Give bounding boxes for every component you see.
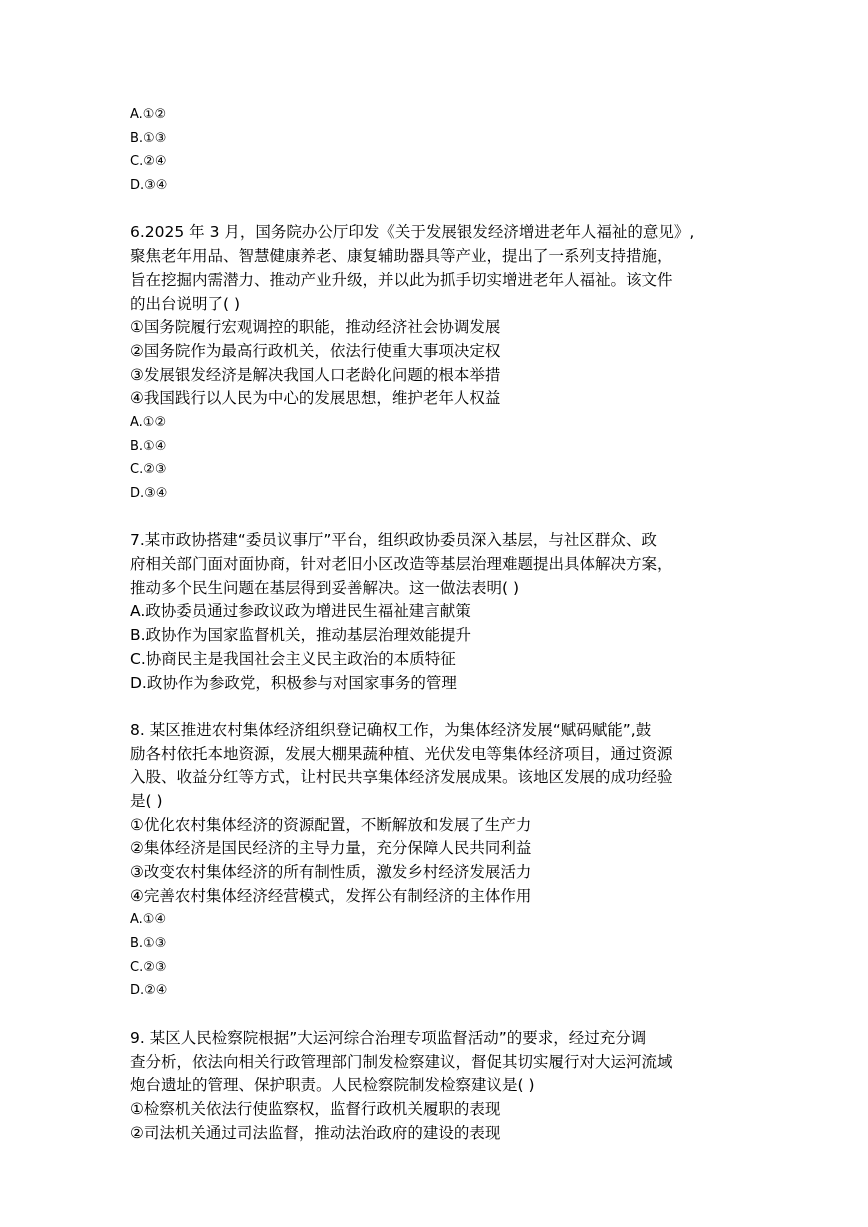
question-stem-line: 的出台说明了( ) xyxy=(130,294,241,313)
option-c: C.②③ xyxy=(130,959,167,975)
option-a: A.①② xyxy=(130,107,167,122)
question-stem-line: 7.某市政协搭建“委员议事厅”平台，组织政协委员深入基层，与社区群众、政 xyxy=(130,531,657,550)
spacer xyxy=(130,198,770,222)
question-stem-line: 旨在挖掘内需潜力、推动产业升级，并以此为抓手切实增进老年人福祉。该文件 xyxy=(130,270,673,289)
option-d: D.政协作为参政党，积极参与对国家事务的管理 xyxy=(130,673,457,692)
question-stem-line: 查分析，依法向相关行政管理部门制发检察建议，督促其切实履行对大运河流域 xyxy=(130,1052,673,1071)
question-stem-line: 6.2025 年 3 月，国务院办公厅印发《关于发展银发经济增进老年人福祉的意见》, xyxy=(130,223,695,242)
option-c: C.协商民主是我国社会主义民主政治的本质特征 xyxy=(130,649,456,668)
option-d: D.③④ xyxy=(130,178,168,194)
question-stem-line: 8. 某区推进农村集体经济组织登记确权工作，为集体经济发展“赋码赋能”,鼓 xyxy=(130,720,652,739)
statement-1: ①检察机关依法行使监察权，监督行政机关履职的表现 xyxy=(130,1099,501,1118)
question-stem-line: 励各村依托本地资源，发展大棚果蔬种植、光伏发电等集体经济项目，通过资源 xyxy=(130,744,673,763)
question-stem-line: 炮台遗址的管理、保护职责。人民检察院制发检察建议是( ) xyxy=(130,1076,535,1095)
statement-4: ④完善农村集体经济经营模式，发挥公有制经济的主体作用 xyxy=(130,886,532,905)
question-stem-line: 聚焦老年用品、智慧健康养老、康复辅助器具等产业，提出了一系列支持措施， xyxy=(130,247,673,266)
spacer xyxy=(130,506,770,530)
statement-1: ①国务院履行宏观调控的职能，推动经济社会协调发展 xyxy=(130,318,501,337)
question-stem-line: 入股、收益分红等方式，让村民共享集体经济发展成果。该地区发展的成功经验 xyxy=(130,768,673,787)
question-stem-line: 是( ) xyxy=(130,791,163,810)
statement-1: ①优化农村集体经济的资源配置，不断解放和发展了生产力 xyxy=(130,815,532,834)
question-7 xyxy=(130,529,770,695)
statement-2: ②国务院作为最高行政机关，依法行使重大事项决定权 xyxy=(130,341,501,360)
question-stem-line: 9. 某区人民检察院根据”大运河综合治理专项监督活动”的要求，经过充分调 xyxy=(130,1028,647,1047)
spacer xyxy=(130,1003,770,1027)
option-b: B.①④ xyxy=(130,438,167,454)
statement-3: ③发展银发经济是解决我国人口老龄化问题的根本举措 xyxy=(130,365,501,384)
question-8 xyxy=(130,719,770,1003)
option-b: B.①③ xyxy=(130,130,167,146)
statement-2: ②集体经济是国民经济的主导力量，充分保障人民共同利益 xyxy=(130,839,532,858)
option-d: D.②④ xyxy=(130,983,168,999)
question-stem-line: 府相关部门面对面协商，针对老旧小区改造等基层治理难题提出具体解决方案， xyxy=(130,555,673,574)
option-b: B.①③ xyxy=(130,936,167,952)
option-a: A.①④ xyxy=(130,912,167,928)
option-a: A.政协委员通过参政议政为增进民生福祉建言献策 xyxy=(130,602,471,621)
option-c: C.②④ xyxy=(130,154,167,170)
option-c: C.②③ xyxy=(130,462,167,478)
statement-3: ③改变农村集体经济的所有制性质，激发乡村经济发展活力 xyxy=(130,863,532,881)
document-page xyxy=(130,103,770,1145)
statement-4: ④我国践行以人民为中心的发展思想，维护老年人权益 xyxy=(130,389,501,408)
option-a: A.①② xyxy=(130,414,167,430)
question-6 xyxy=(130,221,770,505)
statement-2: ②司法机关通过司法监督，推动法治政府的建设的表现 xyxy=(130,1123,501,1142)
option-b: B.政协作为国家监督机关，推动基层治理效能提升 xyxy=(130,626,472,645)
spacer xyxy=(130,695,770,719)
option-d: D.③④ xyxy=(130,486,168,501)
question-9 xyxy=(130,1027,770,1145)
question-stem-line: 推动多个民生问题在基层得到妥善解决。这一做法表明( ) xyxy=(130,578,520,597)
question-5 xyxy=(130,103,770,198)
